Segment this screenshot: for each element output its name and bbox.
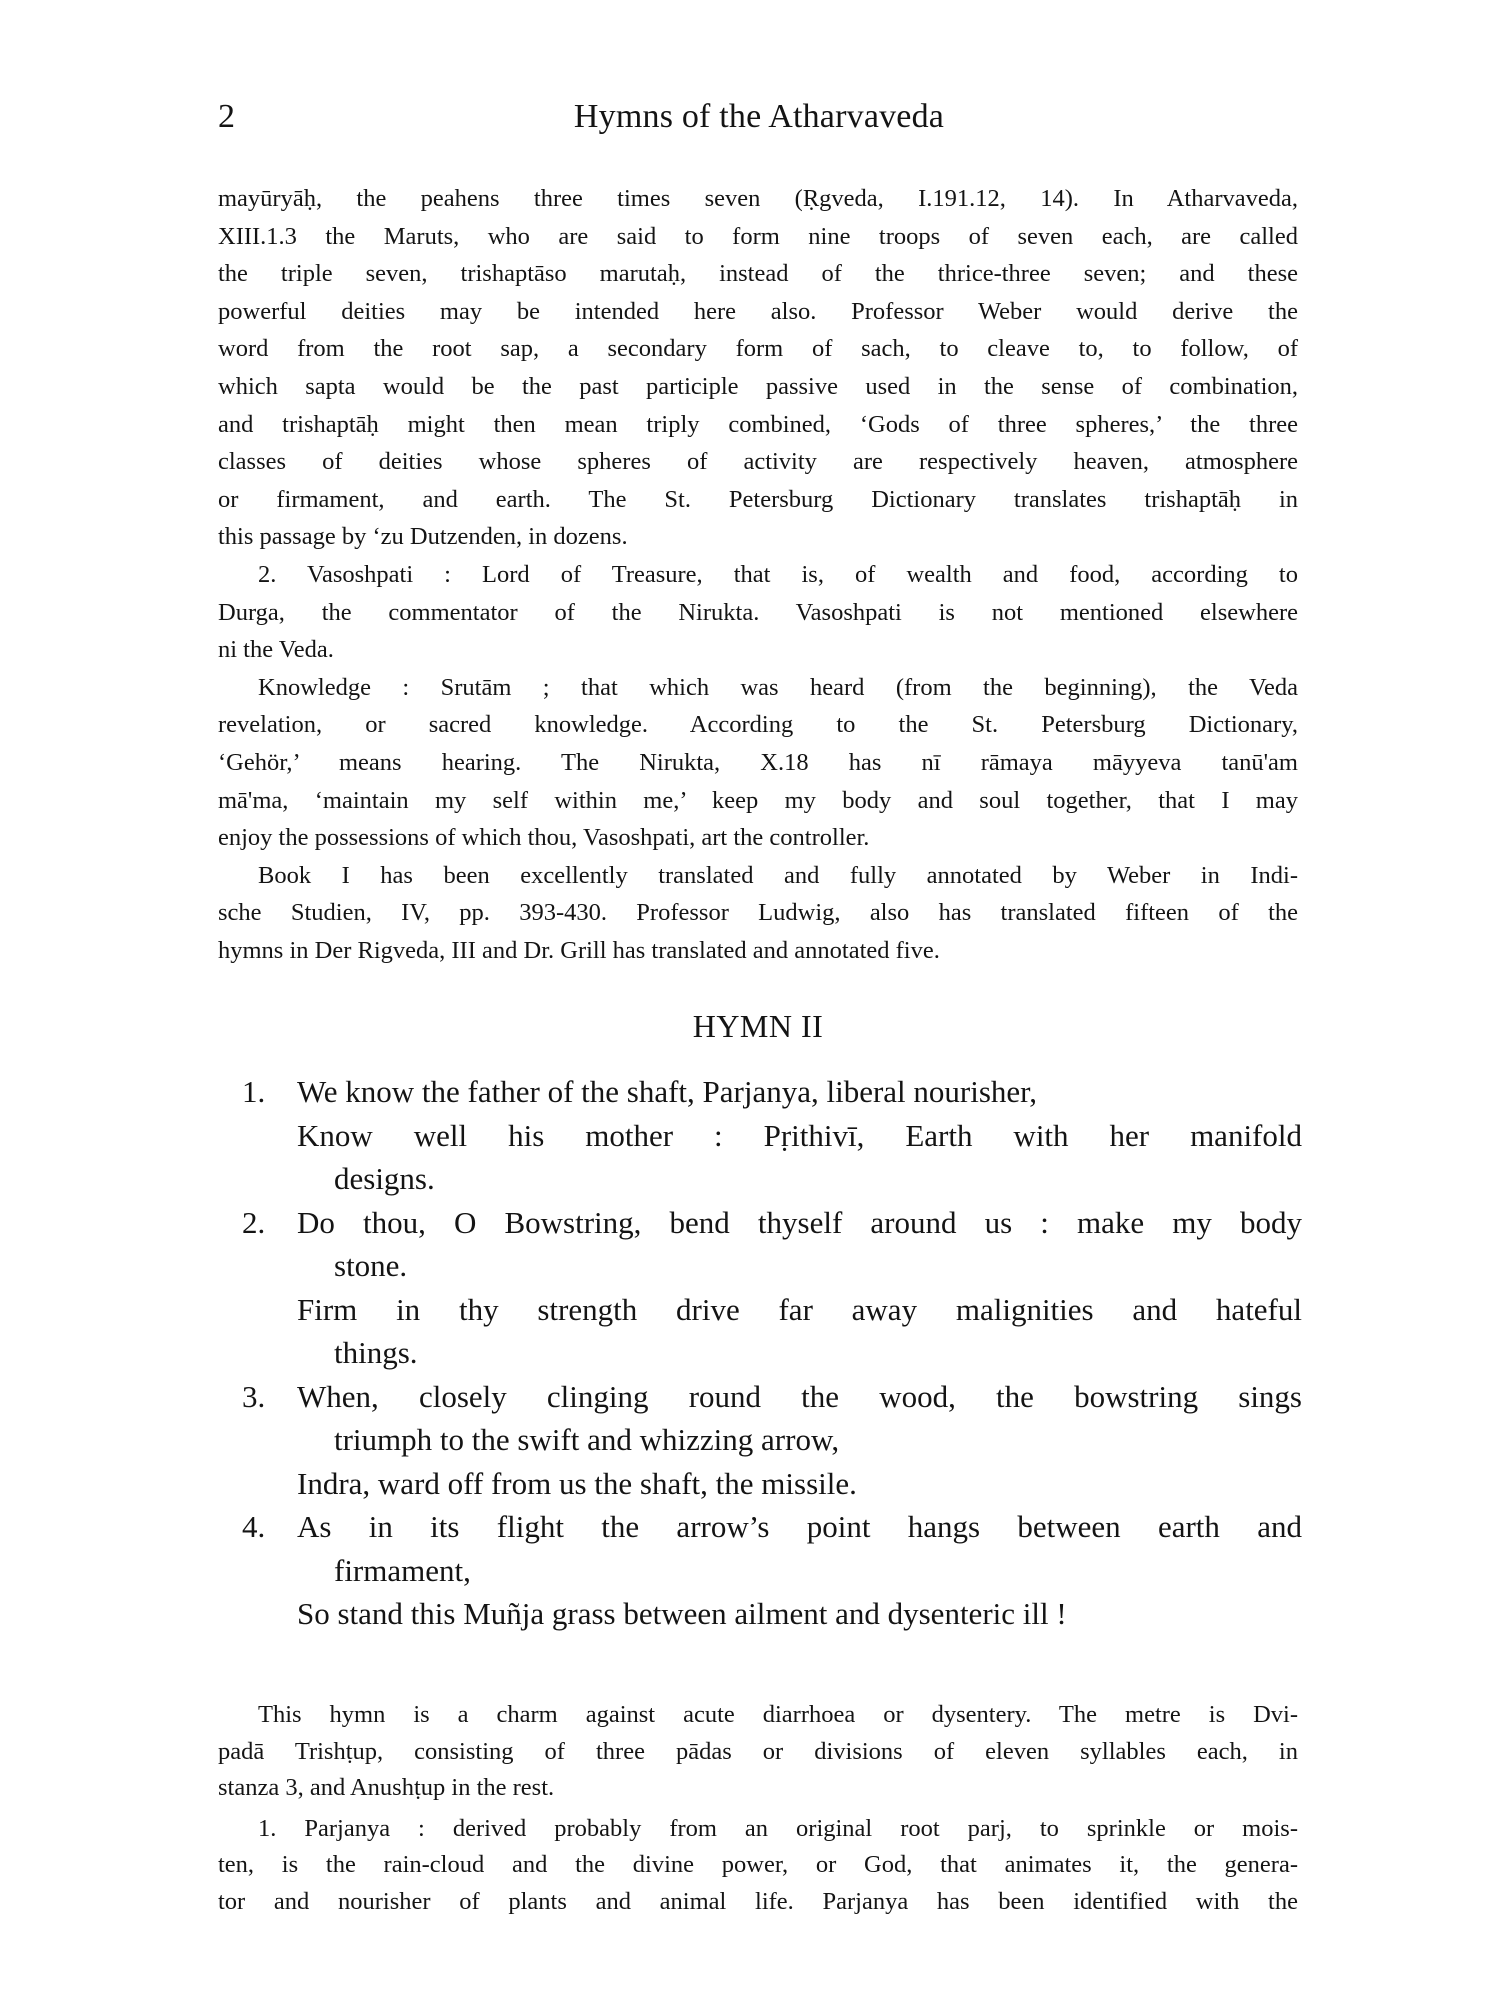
verse bbox=[242, 1505, 1302, 1636]
text-line: Book I has been excellently translated and fully annotated by Weber in Indi- bbox=[258, 861, 1298, 889]
text-line: or firmament, and earth. The St. Petersburg Dictionary translates trishaptāḥ in bbox=[218, 485, 1298, 513]
running-title: Hymns of the Atharvaveda bbox=[573, 98, 945, 135]
hymn-heading: HYMN II bbox=[692, 1008, 824, 1044]
text-line: padā Trishṭup, consisting of three pādas or divisions of eleven syllables each, in bbox=[218, 1737, 1298, 1765]
verse bbox=[242, 1201, 1302, 1375]
text-line: ni the Veda. bbox=[218, 636, 334, 664]
note-paragraph bbox=[218, 556, 1298, 669]
verse-line: triumph to the swift and whizzing arrow, bbox=[334, 1422, 840, 1457]
page-number: 2 bbox=[218, 98, 235, 135]
verse-line: designs. bbox=[334, 1161, 435, 1196]
text-line: the triple seven, trishaptāso marutaḥ, instead of the thrice-three seven; and these bbox=[218, 260, 1298, 288]
verse bbox=[242, 1070, 1302, 1201]
text-line: classes of deities whose spheres of activity are respectively heaven, atmosphere bbox=[218, 448, 1298, 476]
verse-line: As in its flight the arrow’s point hangs between earth and bbox=[297, 1509, 1302, 1544]
verse-line: Firm in thy strength drive far away malignities and hateful bbox=[297, 1291, 1302, 1327]
text-line: enjoy the possessions of which thou, Vasoshpati, art the controller. bbox=[218, 824, 870, 852]
text-line: and trishaptāḥ might then mean triply combined, ‘Gods of three spheres,’ the three bbox=[218, 410, 1298, 438]
notes-bottom bbox=[218, 1697, 1298, 1920]
verse-line: So stand this Muñja grass between ailment and dysenteric ill ! bbox=[297, 1596, 1067, 1631]
text-line: Knowledge : Srutām ; that which was heard (from the beginning), the Veda bbox=[258, 673, 1298, 701]
text-line: XIII.1.3 the Maruts, who are said to form nine troops of seven each, are called bbox=[218, 222, 1298, 250]
text-line: revelation, or sacred knowledge. According to the St. Petersburg Dictionary, bbox=[218, 711, 1298, 739]
text-line: ten, is the rain-cloud and the divine power, or God, that animates it, the genera- bbox=[218, 1851, 1298, 1878]
verse-line: We know the father of the shaft, Parjanya, liberal nourisher, bbox=[297, 1074, 1038, 1109]
text-line: word from the root sap, a secondary form of sach, to cleave to, to follow, of bbox=[218, 335, 1298, 363]
text-line: this passage by ‘zu Dutzenden, in dozens. bbox=[218, 523, 628, 551]
text-line: hymns in Der Rigveda, III and Dr. Grill has translated and annotated five. bbox=[218, 936, 940, 964]
verse-number: 2. bbox=[242, 1204, 266, 1240]
text-line: stanza 3, and Anushṭup in the rest. bbox=[218, 1774, 555, 1801]
text-line: mayūryāḥ, the peahens three times seven (Ṛgveda, I.191.12, 14). In Atharvaveda, bbox=[218, 185, 1298, 212]
verse-line: firmament, bbox=[334, 1552, 471, 1588]
verse bbox=[242, 1375, 1302, 1506]
verse-line: stone. bbox=[334, 1248, 408, 1283]
note-paragraph bbox=[218, 669, 1298, 857]
verse-number: 3. bbox=[242, 1378, 266, 1414]
text-line: This hymn is a charm against acute diarrhoea or dysentery. The metre is Dvi- bbox=[258, 1701, 1298, 1728]
notes-top bbox=[218, 180, 1298, 969]
note-paragraph bbox=[218, 180, 1298, 556]
hymn-verses bbox=[242, 1070, 1302, 1636]
verse-line: When, closely clinging round the wood, the bowstring sings bbox=[297, 1378, 1302, 1414]
verse-line: Know well his mother : Pṛithivī, Earth with her manifold bbox=[297, 1117, 1302, 1153]
text-line: powerful deities may be intended here also. Professor Weber would derive the bbox=[218, 297, 1298, 325]
running-head bbox=[218, 98, 1300, 146]
note-paragraph bbox=[218, 1697, 1298, 1807]
text-line: which sapta would be the past participle passive used in the sense of combination, bbox=[218, 372, 1298, 400]
note-paragraph bbox=[218, 1811, 1298, 1921]
verse-line: Do thou, O Bowstring, bend thyself around us : make my body bbox=[297, 1204, 1302, 1240]
text-line: 1. Parjanya : derived probably from an original root parj, to sprinkle or mois- bbox=[258, 1814, 1298, 1842]
text-line: ‘Gehör,’ means hearing. The Nirukta, X.18 has nī rāmaya māyyeva tanū'am bbox=[218, 748, 1298, 776]
verse-line: things. bbox=[334, 1335, 418, 1370]
text-line: tor and nourisher of plants and animal life. Parjanya has been identified with the bbox=[218, 1887, 1298, 1915]
note-paragraph bbox=[218, 857, 1298, 970]
text-line: sche Studien, IV, pp. 393-430. Professor Ludwig, also has translated fifteen of the bbox=[218, 899, 1298, 927]
verse-number: 1. bbox=[242, 1074, 266, 1109]
text-line: Durga, the commentator of the Nirukta. Vasoshpati is not mentioned elsewhere bbox=[218, 598, 1298, 626]
verse-number: 4. bbox=[242, 1509, 266, 1544]
verse-line: Indra, ward off from us the shaft, the missile. bbox=[297, 1465, 857, 1501]
text-line: mā'ma, ‘maintain my self within me,’ keep my body and soul together, that I may bbox=[218, 786, 1298, 814]
text-line: 2. Vasoshpati : Lord of Treasure, that is, of wealth and food, according to bbox=[258, 560, 1298, 588]
